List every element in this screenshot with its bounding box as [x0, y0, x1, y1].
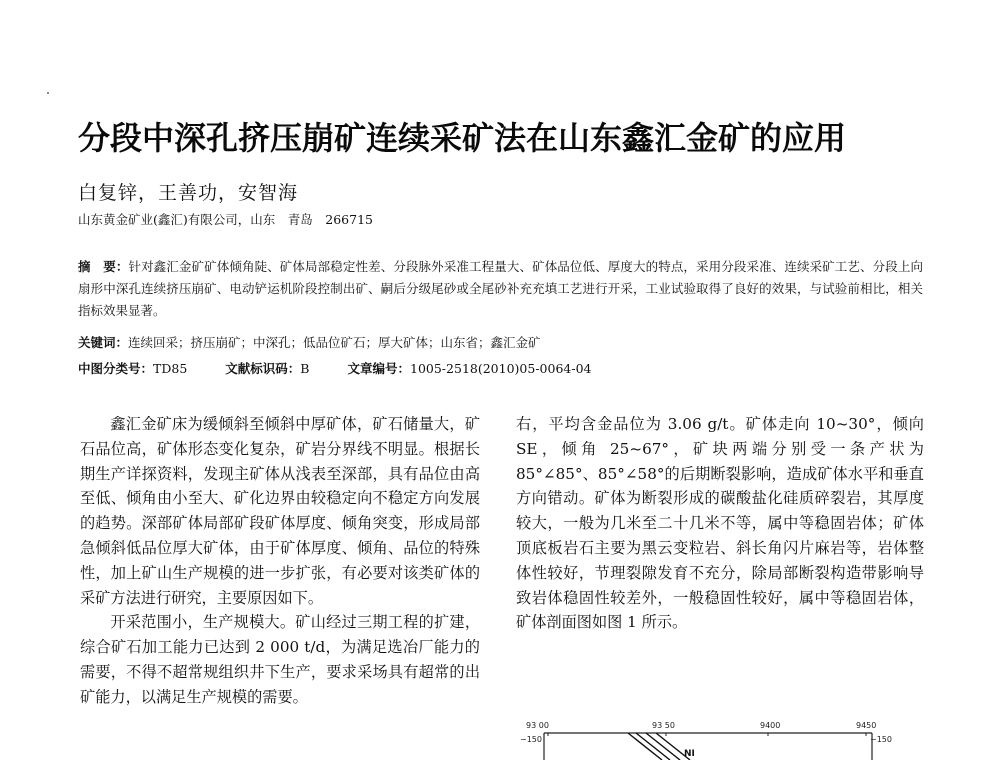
- clc-label: 中图分类号：: [78, 361, 154, 376]
- affiliation: 山东黄金矿业(鑫汇)有限公司，山东 青岛 266715: [78, 212, 373, 227]
- article-value: 1005-2518(2010)05-0064-04: [410, 361, 592, 376]
- body-paragraph: 开采范围小，生产规模大。矿山经过三期工程的扩建，综合矿石加工能力已达到 2 000 t/d，为满足选冶厂能力的需要，不得不超常规组织井下生产，要求采场具有超常的出矿能力，以满足生产规模的需要。: [80, 613, 480, 706]
- ore-body-boundary: [646, 733, 680, 760]
- body-paragraph: 右，平均含金品位为 3.06 g/t。矿体走向 10~30°，倾向 SE，倾角 25~67°，矿块两端分别受一条产状为 85°∠85°、85°∠58°的后期断裂影响，造成矿体水平和垂直方向错动。矿体为断裂形成的碳酸盐化硅质碎裂岩，其厚度较大，一般为几米至二十几米不等，属中等稳固岩体；矿体顶底板岩石主要为黑云变粒岩、斜长角闪片麻岩等，岩体整体性较好，节理裂隙发育不充分，除局部断裂构造带影响导致岩体稳固性较差外，一般稳固性较好，属中等稳固岩体，矿体剖面图如图 1 所示。: [516, 415, 924, 632]
- body-column-left: [80, 412, 480, 710]
- doc-label: 文献标识码：: [225, 361, 301, 376]
- body-column-right: [516, 412, 924, 635]
- figure-x-label: 9400: [760, 721, 781, 730]
- ore-body-boundary: [628, 733, 662, 760]
- paper-title: 分段中深孔挤压崩矿连续采矿法在山东鑫汇金矿的应用: [78, 119, 847, 157]
- authors: 白复锌，王善功，安智海: [78, 182, 299, 204]
- figure-x-label: 93 00: [526, 721, 549, 730]
- article-label: 文章编号：: [347, 361, 410, 376]
- article-number: [347, 359, 591, 379]
- classification-line: [78, 359, 629, 379]
- figure-x-label: 9450: [856, 721, 877, 730]
- keywords-label: 关键词：: [78, 335, 129, 350]
- figure-y-label-right: −150: [870, 735, 892, 744]
- abstract-label: 摘 要：: [78, 259, 129, 274]
- ore-body-boundary: [636, 733, 670, 760]
- scan-speck: [47, 92, 49, 94]
- keywords: [78, 333, 541, 353]
- doc-code: [225, 359, 309, 379]
- abstract-text: 针对鑫汇金矿矿体倾角陡、矿体局部稳定性差、分段脉外采准工程量大、矿体品位低、厚度大的特点，采用分段采准、连续采矿工艺、分段上向扇形中深孔连续挤压崩矿、电动铲运机阶段控制出矿、嗣后分级尾砂或全尾砂补充充填工艺进行开采，工业试验取得了良好的效果，与试验前相比，相关指标效果显著。: [78, 259, 923, 318]
- abstract: [78, 256, 923, 322]
- doc-value: B: [300, 361, 310, 376]
- keywords-text: 连续回采；挤压崩矿；中深孔；低品位矿石；厚大矿体；山东省；鑫汇金矿: [128, 335, 541, 350]
- clc-code: [78, 359, 187, 379]
- body-paragraph: 鑫汇金矿床为缓倾斜至倾斜中厚矿体，矿石储量大，矿石品位高，矿体形态变化复杂，矿岩分界线不明显。根据长期生产详探资料，发现主矿体从浅表至深部，具有品位由高至低、倾角由小至大、矿化边界由较稳定向不稳定方向发展的趋势。深部矿体局部矿段矿体厚度、倾角突变，形成局部急倾斜低品位厚大矿体，由于矿体厚度、倾角、品位的特殊性，加上矿山生产规模的进一步扩张，有必要对该类矿体的采矿方法进行研究，主要原因如下。: [80, 415, 480, 607]
- figure-x-label: 93 50: [652, 721, 675, 730]
- ore-profile-figure: [520, 716, 900, 760]
- ore-body-label: NI: [684, 749, 695, 759]
- clc-value: TD85: [153, 361, 188, 376]
- figure-y-label-left: −150: [520, 735, 542, 744]
